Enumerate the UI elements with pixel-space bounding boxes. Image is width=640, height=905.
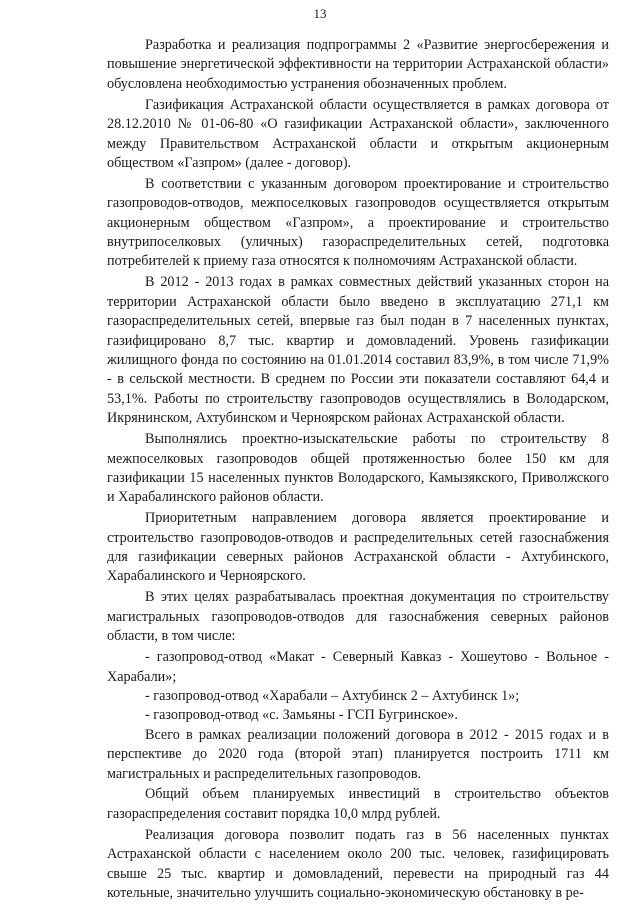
paragraph: Общий объем планируемых инвестиций в строительство объектов газораспределения составит порядка 10,0 млрд рублей.: [107, 786, 609, 822]
paragraph: Газификация Астраханской области осуществляется в рамках договора от 28.12.2010 № 01-06-80 «О газификации Астраханской области», заключенного между Правительством Астраханской области и открытым акционерным обществом «Газпром» (далее - договор).: [107, 96, 609, 171]
paragraph: Выполнялись проектно-изыскательские работы по строительству 8 межпоселковых газопроводов общей протяженностью более 150 км для газификации 15 населенных пунктов Володарского, Камызякского, Приволжского и Харабалинского районов области.: [107, 431, 609, 506]
paragraph: Разработка и реализация подпрограммы 2 «Развитие энергосбережения и повышение энергетической эффективности на территории Астраханской области» обусловлена необходимостью устранения обозначенных проблем.: [107, 37, 609, 92]
paragraph: В 2012 - 2013 годах в рамках совместных действий указанных сторон на территории Астраханской области было введено в эксплуатацию 271,1 км газораспределительных сетей, впервые газ был подан в 7 населенных пунктах, газифицировано 8,7 тыс. квартир и домовладений. Уровень газификации жилищного фонда по состоянию на 01.01.2014 составил 83,9%, в том числе 71,9% - в сельской местности. В среднем по России эти показатели составляют 64,4 и 53,1%. Работы по строительству газопроводов осуществлялись в Володарском, Икрянинском, Ахтубинском и Черноярском районах Астраханской области.: [107, 274, 609, 427]
list-item: - газопровод-отвод «Харабали – Ахтубинск 2 – Ахтубинск 1»;: [145, 687, 520, 704]
paragraph: Приоритетным направлением договора является проектирование и строительство газопроводов-отводов и распределительных сетей газоснабжения для газификации северных районов Астраханской области - Ахтубинского, Харабалинского и Черноярского.: [107, 510, 609, 585]
paragraph: В соответствии с указанным договором проектирование и строительство газопроводов-отводов, межпоселковых газопроводов осуществляется открытым акционерным обществом «Газпром», а проектирование и строительство внутрипоселковых (уличных) газораспределительных сетей, подготовка потребителей к приему газа относятся к полномочиям Астраханской области.: [107, 175, 609, 270]
paragraph: В этих целях разрабатывалась проектная документация по строительству магистральных газопроводов-отводов для газоснабжения северных районов области, в том числе:: [107, 589, 609, 645]
paragraph: Всего в рамках реализации положений договора в 2012 - 2015 годах и в перспективе до 2020 года (второй этап) планируется построить 1711 км магистральных и распределительных газопроводов.: [107, 726, 609, 782]
list-item: - газопровод-отвод «с. Замьяны - ГСП Бугринское».: [145, 707, 458, 724]
document-body: [107, 36, 609, 905]
list-item: - газопровод-отвод «Макат - Северный Кавказ - Хошеутово - Вольное - Харабали»;: [107, 649, 609, 685]
paragraph: Реализация договора позволит подать газ в 56 населенных пунктах Астраханской области с населением около 200 тыс. человек, газифицировать свыше 25 тыс. квартир и домовладений, перевести на природный газ 44 котельные, значительно улучшить социально-экономическую обстановку в ре-: [107, 826, 609, 901]
page-number: 13: [313, 6, 327, 21]
